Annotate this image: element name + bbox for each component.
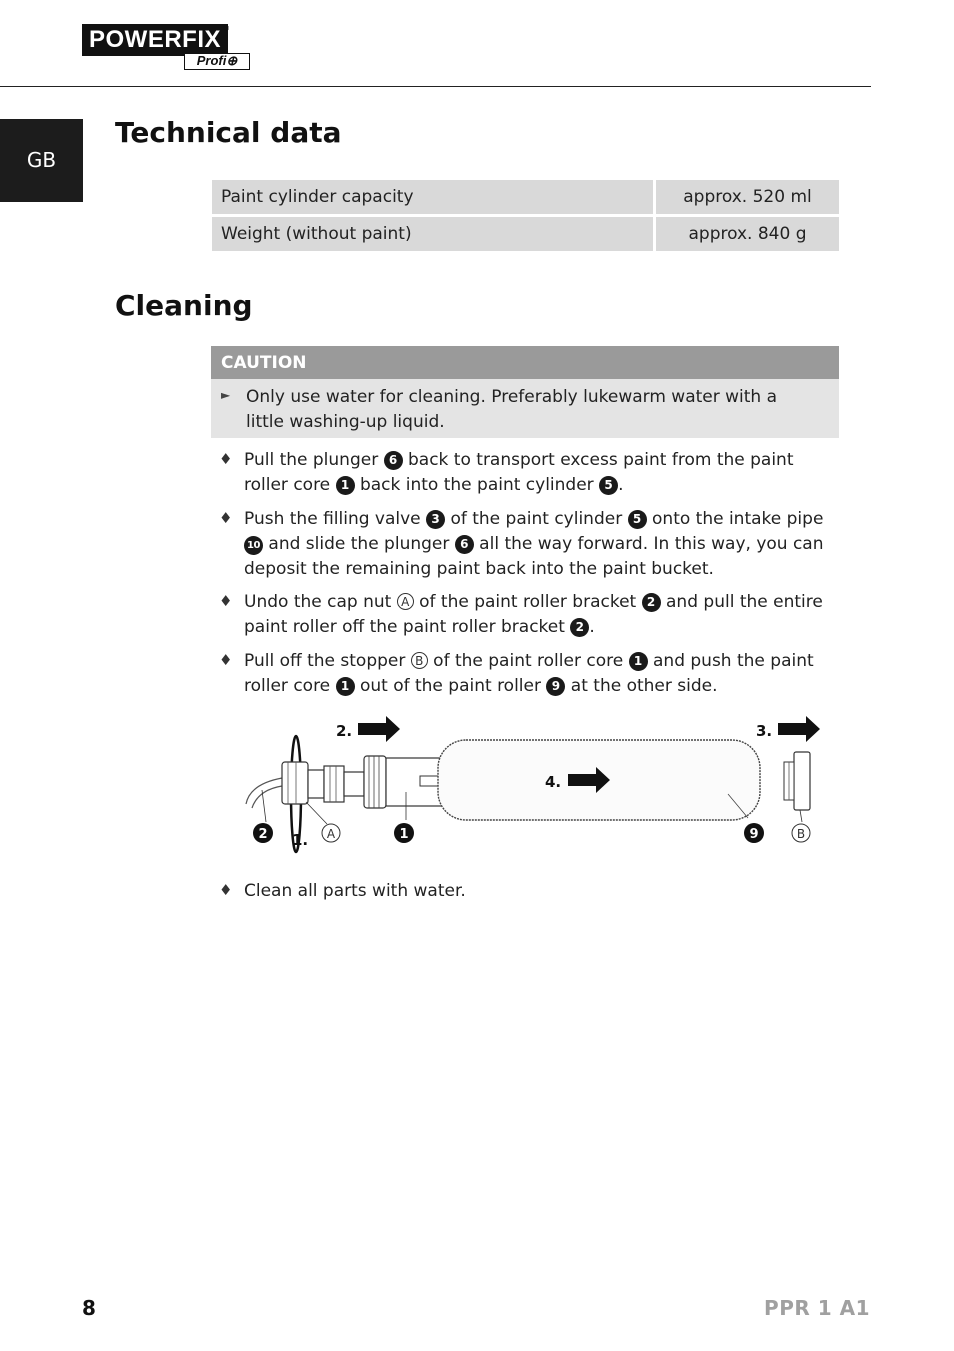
connector-shape [308,770,324,798]
part-number-badge: 5 [628,510,647,529]
spec-value: approx. 840 g [655,216,840,253]
hose-line [246,778,282,804]
pointer-icon: ► [221,388,231,402]
brand-logo [82,24,257,74]
thread-shape [364,756,386,808]
part-number-badge: 1 [629,652,648,671]
spec-label: Weight (without paint) [212,216,655,253]
technical-data-title: Technical data [115,116,342,149]
step-1: Pull the plunger 6 back to transport excess paint from the paint roller core 1 back into the paint cylinder 5 . [244,450,794,495]
language-tab: GB [0,119,83,202]
callout-number: 2 [258,827,268,842]
stopper-shape [794,752,810,810]
diamond-bullet-icon: ♦ [219,450,233,468]
table-row [212,180,839,216]
disassembly-figure [240,712,840,862]
spec-value: approx. 520 ml [655,180,840,216]
part-number-badge: 1 [336,677,355,696]
step-5: Clean all parts with water. [244,881,466,901]
diamond-bullet-icon: ♦ [219,592,233,610]
part-letter-badge: A [397,593,414,610]
caution-box [211,346,839,438]
diamond-bullet-icon: ♦ [219,509,233,527]
part-number-badge: 10 [244,536,263,555]
step-4: Pull off the stopper B of the paint roller core 1 and push the paint roller core 1 out of the paint roller 9 at the other side. [244,651,814,696]
step-label: 2. [336,722,353,740]
caution-heading: CAUTION [211,346,839,379]
step-2: Push the filling valve 3 of the paint cylinder 5 onto the intake pipe 10 and slide the plunger 6 all the way forward. In this way, you can deposit the remaining paint back into the paint bucket. [244,509,824,579]
step-label: 4. [545,773,562,791]
callout-letter: A [326,827,336,841]
connector-shape [324,766,344,802]
brand-name: POWERFIX [82,24,228,56]
spec-label: Paint cylinder capacity [212,180,655,216]
part-number-badge: 1 [336,476,355,495]
caution-text: Only use water for cleaning. Preferably lukewarm water with a little washing-up liquid. [246,387,778,432]
part-letter-badge: B [411,652,428,669]
callout-number: 9 [749,827,759,842]
cap-nut-shape [282,762,308,804]
step-label: 1. [292,831,309,849]
arrow-right-icon [778,716,820,742]
step-label: 3. [756,722,773,740]
page-number: 8 [82,1296,96,1320]
arrow-right-icon [358,716,400,742]
cleaning-title: Cleaning [115,289,253,322]
part-number-badge: 6 [384,451,403,470]
part-number-badge: 3 [426,510,445,529]
part-number-badge: 6 [455,535,474,554]
part-number-badge: 5 [599,476,618,495]
header-rule [0,86,871,87]
part-number-badge: 2 [642,593,661,612]
callout-letter: B [796,827,806,841]
callout-number: 1 [399,827,409,842]
registered-mark: ® [222,24,230,33]
step-3: Undo the cap nut A of the paint roller bracket 2 and pull the entire paint roller off the paint roller bracket 2 . [244,592,823,637]
connector-shape [344,772,364,796]
part-number-badge: 9 [546,677,565,696]
model-number: PPR 1 A1 [764,1296,870,1320]
diamond-bullet-icon: ♦ [219,881,233,899]
diamond-bullet-icon: ♦ [219,651,233,669]
brand-sub: Profi⊕ [184,53,250,70]
part-number-badge: 2 [570,618,589,637]
spec-table [212,180,839,254]
hose-line [252,786,282,808]
table-row [212,216,839,253]
